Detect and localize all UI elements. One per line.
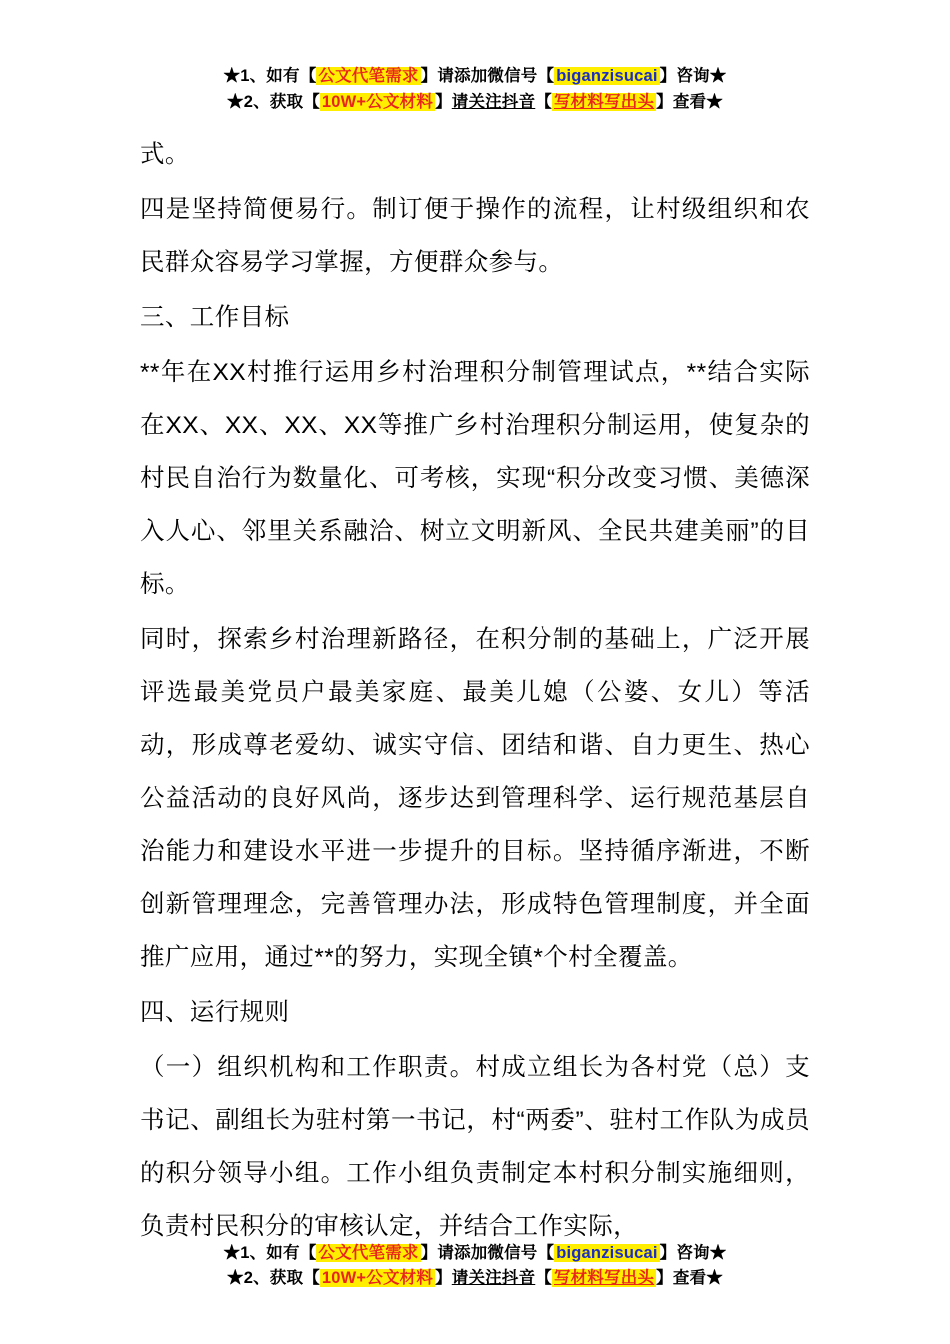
promo-bottom-line2-seg1: 2、获取 [243,1269,304,1288]
promo-top-line1-bracket-close-1: 】 [420,67,438,85]
star-left-icon: ★ [223,67,241,85]
paragraph: 式。 [140,141,190,168]
promo-bottom-line1-highlight-1: 公文代笔需求 [318,1243,419,1262]
promo-bottom-line2-bracket-open-2: 【 [535,1269,552,1288]
paragraph: （一）组织机构和工作职责。村成立组长为各村党（总）支书记、副组长为驻村第一书记，村“两委”、驻村工作队为成员的积分领导小组。工作小组负责制定本村积分制实施细则，负责村民积分的审核认定，并结合工作实际， [140,1054,810,1240]
paragraph: **年在XX村推行运用乡村治理积分制管理试点，**结合实际在XX、XX、XX、XX等推广乡村治理积分制运用，使复杂的村民自治行为数量化、可考核，实现“积分改变习惯、美德深入人心、邻里关系融洽、树立文明新风、全民共建美丽”的目标。 [140,359,810,598]
star-right-icon: ★ [709,1243,727,1262]
promo-top-line2-bracket-open-2: 【 [535,92,552,111]
star-right-icon: ★ [706,92,723,111]
document-body [140,128,810,1255]
promo-top-line-2 [0,90,950,116]
promo-top-line2-highlight-1: 10W+公文材料 [321,92,434,111]
promo-top-line1-seg1: 1、如有 [240,67,300,85]
promo-top-line2-bracket-open-1: 【 [303,92,320,111]
section-heading: 四、运行规则 [140,999,290,1026]
star-right-icon: ★ [709,67,727,85]
promo-top-line1-highlight-2: biganzisucai [556,67,658,85]
promo-bottom-line1-highlight-2: biganzisucai [556,1243,658,1262]
promo-bottom-line-2 [0,1266,950,1292]
promo-top-line1-bracket-open-2: 【 [537,67,555,85]
promo-bottom-line1-bracket-close-1: 】 [420,1243,438,1262]
promo-bottom-line2-seg2: 请关注抖音 [451,1269,536,1288]
promo-bottom-line-1 [0,1241,950,1267]
promo-banner-bottom [0,1241,950,1292]
promo-bottom-line2-seg3: 查看 [672,1269,707,1288]
star-right-icon: ★ [706,1269,723,1288]
promo-bottom-line2-bracket-close-2: 】 [656,1269,673,1288]
promo-bottom-line1-seg3: 咨询 [676,1243,710,1262]
star-left-icon: ★ [227,92,244,111]
promo-bottom-line2-bracket-open-1: 【 [303,1269,320,1288]
promo-bottom-line1-bracket-open-2: 【 [537,1243,555,1262]
promo-top-line1-highlight-1: 公文代笔需求 [318,67,419,85]
promo-bottom-line2-highlight-2: 写材料写出头 [553,1269,655,1288]
promo-bottom-line1-bracket-open-1: 【 [299,1243,317,1262]
promo-top-line2-seg3: 查看 [672,92,707,111]
star-left-icon: ★ [227,1269,244,1288]
promo-top-line1-bracket-open-1: 【 [299,67,317,85]
promo-top-line1-seg3: 咨询 [676,67,710,85]
star-left-icon: ★ [223,1243,241,1262]
promo-banner-top [0,64,950,115]
paragraph: 同时，探索乡村治理新路径，在积分制的基础上，广泛开展评选最美党员户最美家庭、最美儿媳（公婆、女儿）等活动，形成尊老爱幼、诚实守信、团结和谐、自力更生、热心公益活动的良好风尚，逐步达到管理科学、运行规范基层自治能力和建设水平进一步提升的目标。坚持循序渐进，不断创新管理理念，完善管理办法，形成特色管理制度，并全面推广应用，通过**的努力，实现全镇*个村全覆盖。 [140,626,810,971]
promo-bottom-line1-seg2: 请添加微信号 [437,1243,538,1262]
promo-top-line1-bracket-close-2: 】 [659,67,677,85]
promo-top-line2-highlight-2: 写材料写出头 [553,92,655,111]
paragraph: 四是坚持简便易行。制订便于操作的流程，让村级组织和农民群众容易学习掌握，方便群众参与。 [140,196,810,276]
promo-top-line1-seg2: 请添加微信号 [437,67,538,85]
promo-top-line-1 [0,64,950,90]
section-heading: 三、工作目标 [140,304,290,331]
promo-bottom-line2-highlight-1: 10W+公文材料 [321,1269,434,1288]
promo-bottom-line1-bracket-close-2: 】 [659,1243,677,1262]
promo-bottom-line2-bracket-close-1: 】 [435,1269,452,1288]
promo-top-line2-seg1: 2、获取 [243,92,304,111]
promo-top-line2-bracket-close-1: 】 [435,92,452,111]
promo-top-line2-bracket-close-2: 】 [656,92,673,111]
promo-top-line2-seg2: 请关注抖音 [451,92,536,111]
promo-bottom-line1-seg1: 1、如有 [240,1243,300,1262]
